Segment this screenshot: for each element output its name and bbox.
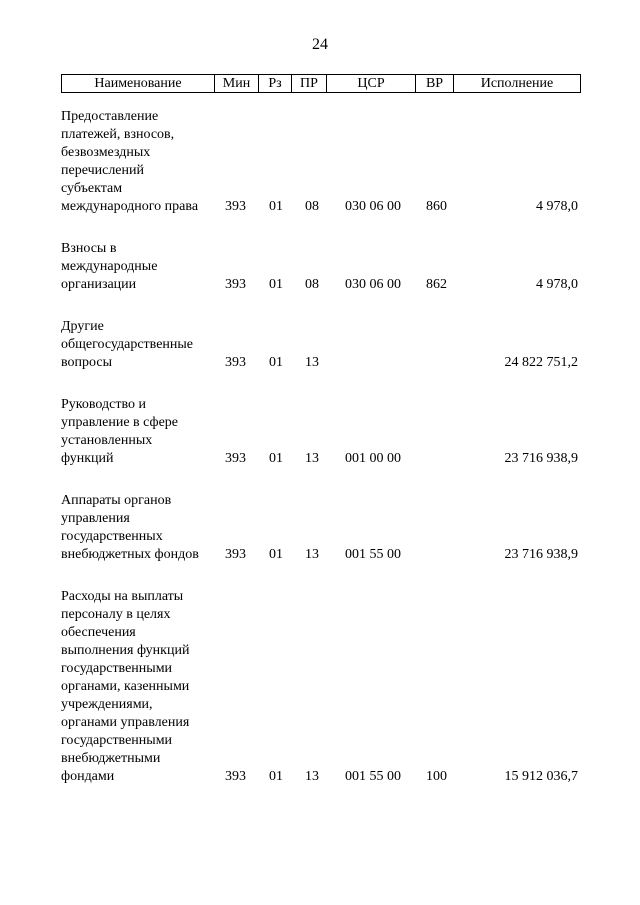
row-rz: 01 bbox=[269, 547, 283, 562]
row-csr: 030 06 00 bbox=[345, 277, 401, 292]
row-pr: 13 bbox=[305, 451, 319, 466]
row-rz: 01 bbox=[269, 199, 283, 214]
row-name: Аппараты органов управления государственных внебюджетных фондов bbox=[61, 493, 199, 562]
table-row bbox=[61, 318, 581, 372]
row-csr: 001 00 00 bbox=[345, 451, 401, 466]
table-row bbox=[61, 108, 581, 216]
table-row bbox=[61, 588, 581, 786]
row-min: 393 bbox=[225, 451, 246, 466]
row-min: 393 bbox=[225, 199, 246, 214]
row-pr: 13 bbox=[305, 769, 319, 784]
header-rz: Рз bbox=[258, 75, 291, 92]
row-name: Расходы на выплаты персоналу в целях обеспечения выполнения функций государственными органами, казенными учреждениями, органами управления государственными внебюджетными фондами bbox=[61, 589, 190, 784]
row-vr: 860 bbox=[426, 199, 447, 214]
table-row bbox=[61, 240, 581, 294]
row-pr: 08 bbox=[305, 199, 319, 214]
row-rz: 01 bbox=[269, 277, 283, 292]
row-csr: 001 55 00 bbox=[345, 547, 401, 562]
row-exec: 4 978,0 bbox=[536, 199, 578, 214]
page-number: 24 bbox=[312, 36, 328, 53]
row-exec: 23 716 938,9 bbox=[504, 547, 578, 562]
header-exec: Исполнение bbox=[453, 75, 581, 92]
row-exec: 23 716 938,9 bbox=[504, 451, 578, 466]
row-csr: 030 06 00 bbox=[345, 199, 401, 214]
row-exec: 15 912 036,7 bbox=[504, 769, 578, 784]
table-row bbox=[61, 492, 581, 564]
header-min: Мин bbox=[214, 75, 258, 92]
row-exec: 24 822 751,2 bbox=[504, 355, 578, 370]
row-vr: 862 bbox=[426, 277, 447, 292]
row-pr: 13 bbox=[305, 355, 319, 370]
table-header bbox=[61, 74, 581, 93]
row-csr: 001 55 00 bbox=[345, 769, 401, 784]
row-min: 393 bbox=[225, 355, 246, 370]
row-pr: 08 bbox=[305, 277, 319, 292]
header-csr: ЦСР bbox=[326, 75, 415, 92]
row-name: Взносы в международные организации bbox=[61, 241, 158, 292]
row-min: 393 bbox=[225, 547, 246, 562]
row-name: Предоставление платежей, взносов, безвозмездных перечислений субъектам международного права bbox=[61, 109, 199, 214]
header-pr: ПР bbox=[291, 75, 326, 92]
row-vr: 100 bbox=[426, 769, 447, 784]
row-min: 393 bbox=[225, 277, 246, 292]
row-name: Другие общегосударственные вопросы bbox=[61, 319, 194, 370]
table-row bbox=[61, 396, 581, 468]
header-name: Наименование bbox=[61, 75, 214, 92]
row-exec: 4 978,0 bbox=[536, 277, 578, 292]
row-min: 393 bbox=[225, 769, 246, 784]
row-pr: 13 bbox=[305, 547, 319, 562]
row-rz: 01 bbox=[269, 769, 283, 784]
row-rz: 01 bbox=[269, 451, 283, 466]
row-rz: 01 bbox=[269, 355, 283, 370]
header-vr: ВР bbox=[415, 75, 453, 92]
row-name: Руководство и управление в сфере установленных функций bbox=[61, 397, 179, 466]
table-body bbox=[61, 108, 581, 810]
